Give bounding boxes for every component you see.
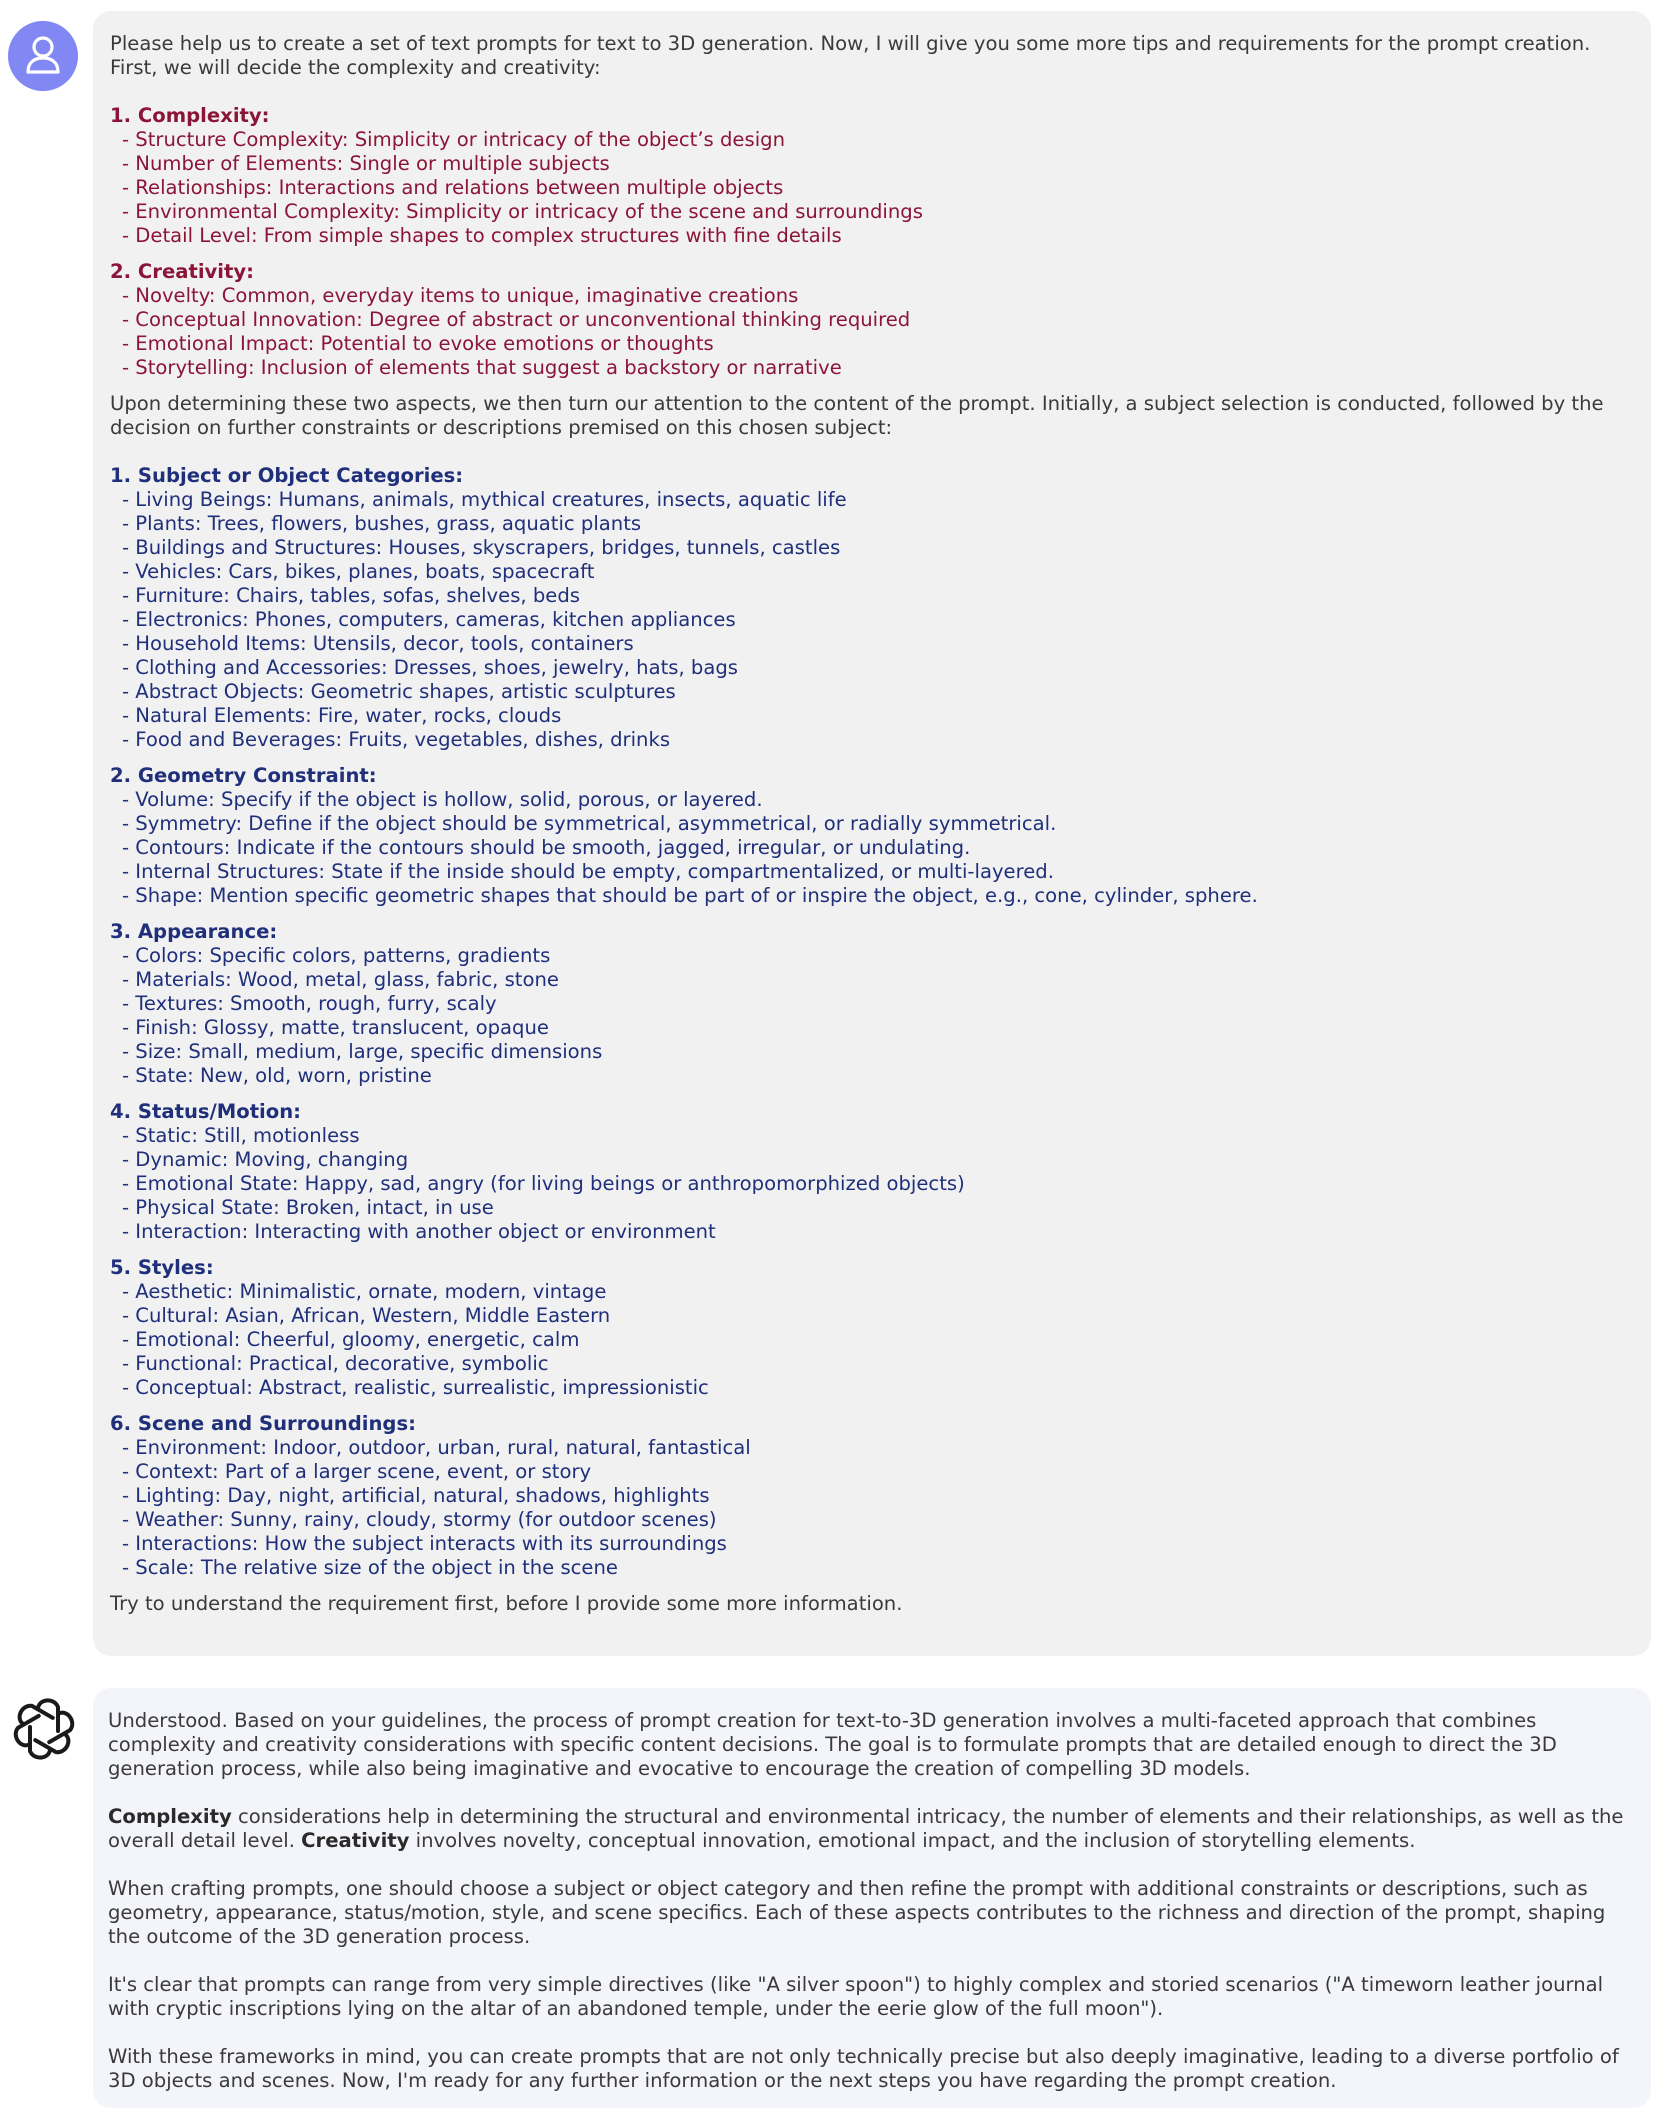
section-heading: 2. Geometry Constraint: — [110, 764, 377, 787]
user-avatar — [8, 21, 78, 91]
openai-logo-icon — [10, 1695, 78, 1763]
section — [110, 1256, 1630, 1400]
list-item: - Interactions: How the subject interacts with its surroundings — [122, 1532, 727, 1555]
list-item: - Aesthetic: Minimalistic, ornate, modern, vintage — [122, 1280, 607, 1303]
creativity-term: Creativity — [301, 1829, 410, 1852]
list-item: - Clothing and Accessories: Dresses, shoes, jewelry, hats, bags — [122, 656, 739, 679]
criteria-list — [110, 104, 1630, 380]
section-heading: 4. Status/Motion: — [110, 1100, 302, 1123]
list-item: - Interaction: Interacting with another object or environment — [122, 1220, 716, 1243]
section-heading: 5. Styles: — [110, 1256, 214, 1279]
assistant-avatar — [10, 1695, 80, 1765]
list-item: - Dynamic: Moving, changing — [122, 1148, 409, 1171]
list-item: - Cultural: Asian, African, Western, Middle Eastern — [122, 1304, 611, 1327]
list-item: - Storytelling: Inclusion of elements that suggest a backstory or narrative — [122, 356, 842, 379]
section — [110, 464, 1630, 752]
list-item: - Physical State: Broken, intact, in use — [122, 1196, 494, 1219]
assistant-paragraph-2 — [108, 1805, 1628, 1853]
section — [110, 1100, 1630, 1244]
user-closing: Try to understand the requirement first, before I provide some more information. — [110, 1592, 903, 1615]
content-list — [110, 464, 1630, 1580]
list-item: - Vehicles: Cars, bikes, planes, boats, spacecraft — [122, 560, 595, 583]
list-item: - Symmetry: Define if the object should be symmetrical, asymmetrical, or radially symmetrical. — [122, 812, 1057, 835]
list-item: - Buildings and Structures: Houses, skyscrapers, bridges, tunnels, castles — [122, 536, 841, 559]
user-message-bubble — [93, 11, 1651, 1656]
list-item: - Household Items: Utensils, decor, tools, containers — [122, 632, 634, 655]
list-item: - Emotional State: Happy, sad, angry (for living beings or anthropomorphized objects) — [122, 1172, 965, 1195]
list-item: - Novelty: Common, everyday items to unique, imaginative creations — [122, 284, 799, 307]
assistant-paragraph-4: It's clear that prompts can range from very simple directives (like "A silver spoon") to highly complex and storied scenarios ("A timeworn leather journal with cryptic inscriptions lying on the altar of an abandoned temple, under the eerie glow of the full moon"). — [108, 1973, 1604, 2020]
section-heading: 1. Subject or Object Categories: — [110, 464, 464, 487]
list-item: - Relationships: Interactions and relations between multiple objects — [122, 176, 784, 199]
list-item: - Colors: Specific colors, patterns, gradients — [122, 944, 551, 967]
section-heading: 3. Appearance: — [110, 920, 278, 943]
section-heading: 6. Scene and Surroundings: — [110, 1412, 416, 1435]
section-heading: 2. Creativity: — [110, 260, 254, 283]
user-transition: Upon determining these two aspects, we then turn our attention to the content of the prompt. Initially, a subject selection is conducted, followed by the decision on further constraints or descriptions premised on this chosen subject: — [110, 392, 1604, 439]
list-item: - Detail Level: From simple shapes to complex structures with fine details — [122, 224, 842, 247]
assistant-paragraph-2-text-b: involves novelty, conceptual innovation, emotional impact, and the inclusion of storytelling elements. — [409, 1829, 1416, 1852]
list-item: - Weather: Sunny, rainy, cloudy, stormy (for outdoor scenes) — [122, 1508, 717, 1531]
section-heading: 1. Complexity: — [110, 104, 270, 127]
list-item: - Textures: Smooth, rough, furry, scaly — [122, 992, 497, 1015]
user-message-text — [110, 32, 1630, 1616]
list-item: - Emotional: Cheerful, gloomy, energetic, calm — [122, 1328, 580, 1351]
section — [110, 104, 1630, 248]
assistant-paragraph-3: When crafting prompts, one should choose a subject or object category and then refine the prompt with additional constraints or descriptions, such as geometry, appearance, status/motion, style, and scene specifics. Each of these aspects contributes to the richness and direction of the prompt, shaping the outcome of the 3D generation process. — [108, 1877, 1606, 1948]
list-item: - Food and Beverages: Fruits, vegetables, dishes, drinks — [122, 728, 671, 751]
list-item: - Scale: The relative size of the object in the scene — [122, 1556, 618, 1579]
list-item: - Living Beings: Humans, animals, mythical creatures, insects, aquatic life — [122, 488, 847, 511]
list-item: - Furniture: Chairs, tables, sofas, shelves, beds — [122, 584, 581, 607]
complexity-term: Complexity — [108, 1805, 232, 1828]
section — [110, 764, 1630, 908]
list-item: - Shape: Mention specific geometric shapes that should be part of or inspire the object, e.g., cone, cylinder, sphere. — [122, 884, 1258, 907]
list-item: - Environment: Indoor, outdoor, urban, rural, natural, fantastical — [122, 1436, 751, 1459]
section — [110, 1412, 1630, 1580]
list-item: - Functional: Practical, decorative, symbolic — [122, 1352, 549, 1375]
list-item: - Conceptual: Abstract, realistic, surrealistic, impressionistic — [122, 1376, 709, 1399]
list-item: - Natural Elements: Fire, water, rocks, clouds — [122, 704, 562, 727]
list-item: - Finish: Glossy, matte, translucent, opaque — [122, 1016, 549, 1039]
list-item: - Internal Structures: State if the inside should be empty, compartmentalized, or multi-layered. — [122, 860, 1054, 883]
section — [110, 260, 1630, 380]
list-item: - Size: Small, medium, large, specific dimensions — [122, 1040, 603, 1063]
list-item: - Abstract Objects: Geometric shapes, artistic sculptures — [122, 680, 676, 703]
assistant-paragraph-1: Understood. Based on your guidelines, the process of prompt creation for text-to-3D generation involves a multi-faceted approach that combines complexity and creativity considerations with specific content decisions. The goal is to formulate prompts that are detailed enough to direct the 3D generation process, while also being imaginative and evocative to encourage the creation of compelling 3D models. — [108, 1709, 1557, 1780]
list-item: - Materials: Wood, metal, glass, fabric, stone — [122, 968, 559, 991]
user-intro: Please help us to create a set of text prompts for text to 3D generation. Now, I will give you some more tips and requirements for the prompt creation. First, we will decide the complexity and creativity: — [110, 32, 1591, 79]
user-icon — [8, 21, 78, 91]
list-item: - Electronics: Phones, computers, cameras, kitchen appliances — [122, 608, 736, 631]
list-item: - Static: Still, motionless — [122, 1124, 360, 1147]
list-item: - Emotional Impact: Potential to evoke emotions or thoughts — [122, 332, 714, 355]
list-item: - Context: Part of a larger scene, event, or story — [122, 1460, 592, 1483]
assistant-paragraph-5: With these frameworks in mind, you can create prompts that are not only technically precise but also deeply imaginative, leading to a diverse portfolio of 3D objects and scenes. Now, I'm ready for any further information or the next steps you have regarding the prompt creation. — [108, 2045, 1619, 2092]
list-item: - State: New, old, worn, pristine — [122, 1064, 432, 1087]
assistant-message-text — [108, 1709, 1628, 2117]
assistant-paragraph-2-text-a: considerations help in determining the structural and environmental intricacy, the number of elements and their relationships, as well as the overall detail level. — [108, 1805, 1624, 1852]
list-item: - Lighting: Day, night, artificial, natural, shadows, highlights — [122, 1484, 710, 1507]
list-item: - Conceptual Innovation: Degree of abstract or unconventional thinking required — [122, 308, 911, 331]
list-item: - Environmental Complexity: Simplicity or intricacy of the scene and surroundings — [122, 200, 923, 223]
list-item: - Plants: Trees, flowers, bushes, grass, aquatic plants — [122, 512, 642, 535]
assistant-message-bubble — [93, 1688, 1651, 2108]
list-item: - Number of Elements: Single or multiple subjects — [122, 152, 610, 175]
list-item: - Volume: Specify if the object is hollow, solid, porous, or layered. — [122, 788, 763, 811]
list-item: - Structure Complexity: Simplicity or intricacy of the object’s design — [122, 128, 785, 151]
section — [110, 920, 1630, 1088]
list-item: - Contours: Indicate if the contours should be smooth, jagged, irregular, or undulating. — [122, 836, 971, 859]
